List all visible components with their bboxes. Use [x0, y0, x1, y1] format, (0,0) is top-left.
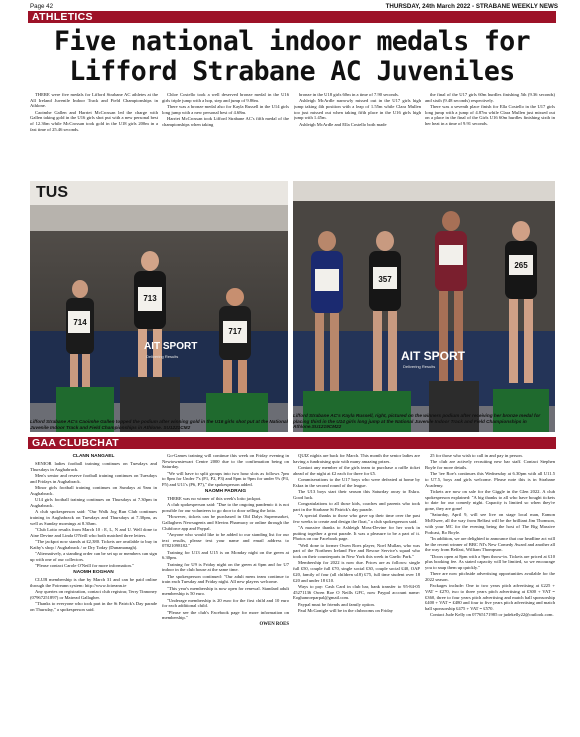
- paragraph: The U13 boys start their season this Saturday away to Eskra. Good luck.: [293, 489, 420, 500]
- paragraph: "However, tickets can be purchased in Old Dalys Supermarket, Gallaghers Newsagents and Slevins Pharmacy or online through the Clubforce app and Paypal.: [162, 514, 289, 531]
- sponsor-logo-text: AIT SPORT: [401, 349, 466, 363]
- club-heading: OWEN ROES: [259, 621, 289, 627]
- paragraph: A club spokesperson said: "Our Walk Jog Run Club continues training in Aughabrack on Tuesdays and Thursdays at 7.30pm, as well as Sunday mornings at 8.30am.: [30, 509, 157, 526]
- paragraph: U14 girls football training continues on Thursdays at 7.30pm in Aughabrack.: [30, 497, 157, 508]
- section-bar-athletics: ATHLETICS: [28, 11, 556, 23]
- photo-illustration: [30, 181, 288, 432]
- paragraph: "Please contact Carole O'Neill for more information.": [35, 562, 134, 568]
- bib-number: 714: [73, 318, 87, 327]
- paragraph: Go-Games training will continue this week on Friday evening in Newtownstewart Centre 2000 due to the confirmation being on Saturday.: [162, 453, 289, 470]
- paragraph: There was a seventh place finish for Ella Costello in the U17 girls long jump with a jump of 4.87m while Clara Mullen just missed out on a place in the final of the Girls U16 60m hurdles finishing sixth in her heat in a time of 9.91 seconds.: [425, 104, 555, 127]
- paragraph: Membership for 2022 is now due. Prices are as follows: single full £50, couple full £70, single social £30, couple social £40, OAP £20, family of four (all children u18) £75, full time student over 18 £20 and under 18 £10.: [293, 560, 420, 583]
- paragraph: The club are actively recruiting new bar staff. Contact Stephen Boyle for more details.: [425, 459, 555, 470]
- paragraph: "Alternatively, a standing order can be set up or members can sign up with one of our collectors.: [30, 550, 157, 562]
- paragraph: QUIZ nights are back for March. This month the senior ladies are having a fundraising quiz with many amazing prizes.: [293, 453, 420, 464]
- paragraph: Contact any member of the girls team to purchase a raffle ticket ahead of the night at £2 each for three for £5.: [293, 465, 420, 476]
- gaa-col-2: [162, 453, 289, 729]
- paragraph: Training for U9 is Friday night on the green at 6pm and for U7 indoor in the club house at the same time.: [162, 561, 289, 573]
- paragraph: THERE was no winner of this week's lotto jackpot.: [167, 496, 262, 502]
- paragraph: 25 for those who wish to call in and pay in person.: [430, 453, 523, 458]
- bib-number: 357: [378, 275, 392, 284]
- club-heading: NAOMH PADRAIG: [204, 488, 247, 494]
- paragraph: Paypal must be friends and family option.: [298, 601, 375, 607]
- podium-photo-long-jump: [293, 181, 555, 432]
- paragraph: Tickets are now on sale for the Giggle in the Glen 2022. A club spokesperson explained: "A big thanks to all who have bought tickets to date for our comedy night. Capacity is limited so when they're gone, they are gone!: [425, 489, 555, 512]
- club-heading: CLANN NANGAEL: [72, 454, 115, 459]
- paragraph: Packages include: One to two years pitch advertising at £225 + VAT = £270, two to three years pitch advertising at £300 + VAT = £360, three to four years pitch advertising and match ball sponsorship £400 + VAT = £480 and four to five years pitch advertising and match ball sponsorship £475 + VAT = £570.: [425, 583, 555, 612]
- paragraph: "Saturday, April 9, will see live on stage local man, Eamon McElwee, all the way from Belfast will be the brilliant Jim Thomson, with your MC for the evening being the host of The Big Massive Podcast, Ro Boyle.: [425, 512, 555, 535]
- athletics-col-2: [162, 92, 289, 174]
- gaa-col-3: [293, 453, 420, 729]
- page-number: Page 42: [30, 3, 54, 10]
- paragraph: There was a bronze medal also for Kayla Russell in the U14 girls long jump with a new personal best of 4.68m.: [162, 104, 289, 115]
- section-bar-gaa: GAA CLUBCHAT: [28, 437, 556, 449]
- paragraph: Men's senior and reserve football training continues on Tuesdays and Fridays in Aughabrack.: [30, 473, 157, 484]
- photo-caption-2: Lifford Strabane AC's Kayla Russell, right, pictured on the winners podium after receiving her bronze medal for placing third in the U14 girls long jump at the National Juvenile Indoor Track and Field Championships in Athlone.SU1219CM22: [293, 413, 541, 430]
- paragraph: Contact Jude Kelly on 07765171985 or judekelly22@outlook.com.: [430, 612, 554, 618]
- bib-number: 713: [143, 294, 157, 303]
- paragraph: "The jackpot now stands at £2,380. Tickets are available to buy in Kathy's shop / Aughabrack / or Dry Today (Dunamanagh).: [30, 538, 157, 550]
- paragraph: "Well done to former Owen Roes player, Noel Mullan, who was part of the Northern Ireland Fire and Rescue Service's squad who took on their counterparts in New York this week in Gaelic Park.": [293, 542, 420, 560]
- paragraph: bronze in the U18 girls 60m in a time of 7.90 seconds.: [299, 92, 399, 97]
- paragraph: "Underage membership is 20 euro for the first child and 10 euro for each additional child.: [162, 597, 289, 609]
- gaa-col-4: [425, 453, 555, 729]
- paragraph: "A special thanks to those who gave up their time over the past few weeks to create and design the float," a club spokesperson said.: [293, 513, 420, 524]
- paragraph: "We will have to split groups into two hour slots as follows 7pm to 8pm for Under 7's (P1, P2, P3) and 8pm to 9pm for under 9's (P4, P5) and U11's (P6, P7)," the spokesperson added.: [162, 470, 289, 488]
- paragraph: Training for U13 and U15 is on Monday night on the green at 6.30pm.: [162, 549, 289, 561]
- paragraph: the final of the U17 girls 60m hurdles finishing 5th (9.36 seconds) and sixth (9.48 seconds) respectively.: [425, 92, 555, 103]
- paragraph: Paul McGonigle will be in the clubrooms on Friday: [298, 607, 393, 613]
- paragraph: "A massive thanks to Ashleigh Moss-Devine for her work in putting together a great parade. It was a pleasure to be a part of it. Photos on our Facebook page.: [293, 525, 420, 542]
- paragraph: "In addition, we are delighted to announce that our headline act will be the recent winner of BBC NI's New Comedy Award and another all the way from Belfast, William Thompson.: [425, 535, 555, 553]
- podium-photo-shot-put: [30, 181, 288, 432]
- club-heading: NAOMH EOGHAN: [73, 569, 114, 575]
- sponsor-tagline: Delivering Results: [403, 364, 436, 369]
- paragraph: "Doors open at 8pm with a 9pm throw-in. Tickets are priced at £10 plus booking fee. As stated capacity will be limited, so we encourage you to snap them up quickly.": [425, 553, 555, 570]
- sponsor-logo-text: AIT SPORT: [144, 341, 198, 352]
- paragraph: Commiserations to the U17 boys who were defeated at home by Eskra in the second round of the league.: [293, 477, 420, 488]
- paragraph: CLUB membership is due by March 31 and can be paid online through the Foireann system: http://www.foireann.ie: [30, 576, 157, 588]
- paragraph: The 'tee Roe's continues this Wednesday at 6.30pm with all U11.5 to U7.5, boys and girls welcome. Please note this is in Strabane Academy.: [425, 471, 555, 488]
- paragraph: THERE were five medals for Lifford Strabane AC athletes at the All Ireland Juvenile Indoor Track and Field Championships in Athlone.: [30, 92, 158, 109]
- paragraph: Ashleigh McArdle narrowly missed out in the U17 girls high jump taking 4th position with a leap of 1.55m while Clara Mullen too just missed out when taking fifth place in the U16 girls high jump with 1.45m.: [294, 98, 421, 121]
- paragraph: "This year's membership is now open for renewal. Standard adult membership is 50 euro.: [162, 585, 289, 597]
- paragraph: Harriet McCrossan took Lifford Strabane AC's fifth medal of the championships when taking: [162, 116, 289, 127]
- sponsor-tagline: Delivering Results: [146, 354, 179, 359]
- photo-illustration: [293, 181, 555, 432]
- paragraph: Any queries on registration, contact club registrar, Terry Tinnoney (07967251897) or Mairead Gallagher.: [30, 588, 157, 600]
- athletics-col-1: [30, 92, 158, 174]
- paragraph: Chloe Costello took a well deserved bronze medal in the U16 girls triple jump with a hop, step and jump of 9.86m.: [162, 92, 289, 103]
- banner-text: TUS: [36, 184, 68, 201]
- paragraph: A club spokesperson said: "Due to the ongoing pandemic it is not possible for our volunteers to go door to door selling the lotto.: [162, 502, 289, 514]
- paragraph: There are now pitchside advertising opportunities available for the 2022 season.: [425, 571, 555, 582]
- paragraph: SENIOR ladies football training continues on Tuesdays and Thursdays in Aughabrack.: [30, 461, 157, 472]
- paragraph: Minor girls football training continues on Sundays at 9am in Aughabrack.: [30, 485, 157, 496]
- headline: Five national indoor medals for Lifford Strabane AC Juveniles: [54, 26, 530, 87]
- athletics-col-4: [425, 92, 555, 174]
- photo-caption-1: Lifford Strabane AC's Caoimhe Gallen topped the podium after winning gold in the U16 girls shot put at the National Juvenile Indoor Track and Field Championships in Athlone. SU1221CM2: [30, 419, 288, 430]
- paragraph: Ways to pay: Cash Card in club bar, bank transfer to 95-84-05 45271136 Owen Roe O Neills GFC, now Paypal account name: Eoghanroeparpal@gmail.com.: [293, 583, 420, 601]
- athletics-col-3: [294, 92, 421, 174]
- paragraph: Caoimhe Gallen and Harriet McCrossan led the charge with Gallen taking gold in the U16 girls shot put with a new personal best of 12.36m while McCrossan took gold in the U18 girls 200m in a fast time of 25.46 seconds.: [30, 109, 158, 132]
- paragraph: Ashleigh McArdle and Ella Costello both made: [299, 121, 387, 127]
- paragraph: Congratulations to all those kids, coaches and parents who took part in the Strabane St Patrick's day parade.: [293, 501, 420, 512]
- bib-number: 265: [514, 261, 528, 270]
- bib-number: 717: [228, 327, 242, 336]
- paragraph: "Thanks to everyone who took part in the St Patrick's Day parade on Thursday," a spokesperson said.: [30, 600, 157, 612]
- paragraph: The spokesperson continued: "Our adult mens team continue to train each Tuesday and Friday night. All new players welcome.: [162, 573, 289, 585]
- paragraph: "Anyone who would like to be added to our standing list for our text results, please text your name and email address to 07821098182.": [162, 532, 289, 549]
- paragraph: "Club Lotto results from March 10 : E, L, N and U. Well done to Aine Devine and Linda O'Neill who both matched three letters.: [30, 526, 157, 538]
- running-head: THURSDAY, 24th March 2022 - STRABANE WEEKLY NEWS: [385, 3, 558, 10]
- paragraph: "Please see the club's Facebook page for more information on membership.": [162, 609, 289, 621]
- gaa-col-1: [30, 453, 157, 729]
